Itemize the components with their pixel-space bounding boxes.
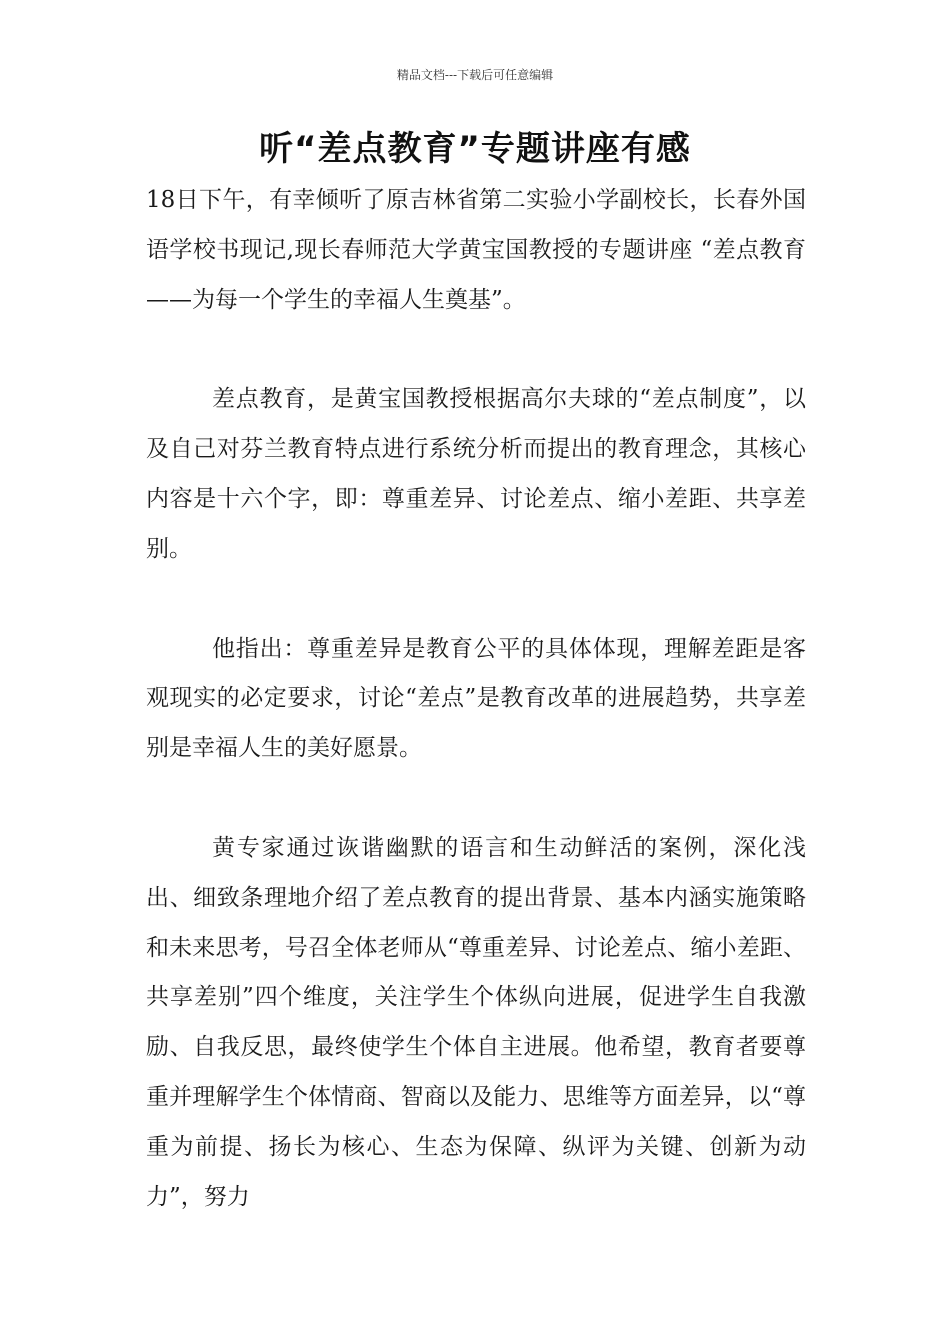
paragraph-definition: 差点教育，是黄宝国教授根据高尔夫球的“差点制度”，以及自己对芬兰教育特点进行系统分析而提出的教育理念，其核心内容是十六个字，即：尊重差异、讨论差点、缩小差距、共享差别。 <box>146 386 806 562</box>
paragraph-points: 他指出：尊重差异是教育公平的具体体现，理解差距是客观现实的必定要求，讨论“差点”是教育改革的进展趋势，共享差别是幸福人生的美好愿景。 <box>146 635 806 762</box>
header-note: 精品文档---下载后可任意编辑 <box>396 68 554 82</box>
document-title: 听“差点教育”专题讲座有感 <box>259 129 691 169</box>
paragraph-summary: 黄专家通过诙谐幽默的语言和生动鲜活的案例，深化浅出、细致条理地介绍了差点教育的提出背景、基本内涵实施策略和未来思考，号召全体老师从“尊重差异、讨论差点、缩小差距、共享差别”四个维度，关注学生个体纵向进展，促进学生自我激励、自我反思，最终使学生个体自主进展。他希望，教育者要尊重并理解学生个体情商、智商以及能力、思维等方面差异，以“尊重为前提、扬长为核心、生态为保障、纵评为关键、创新为动力”，努力 <box>146 834 806 1210</box>
document-body <box>146 176 806 1222</box>
paragraph-intro: 18日下午，有幸倾听了原吉林省第二实验小学副校长，长春外国语学校书现记,现长春师范大学黄宝国教授的专题讲座 “差点教育——为每一个学生的幸福人生奠基”。 <box>146 187 806 313</box>
